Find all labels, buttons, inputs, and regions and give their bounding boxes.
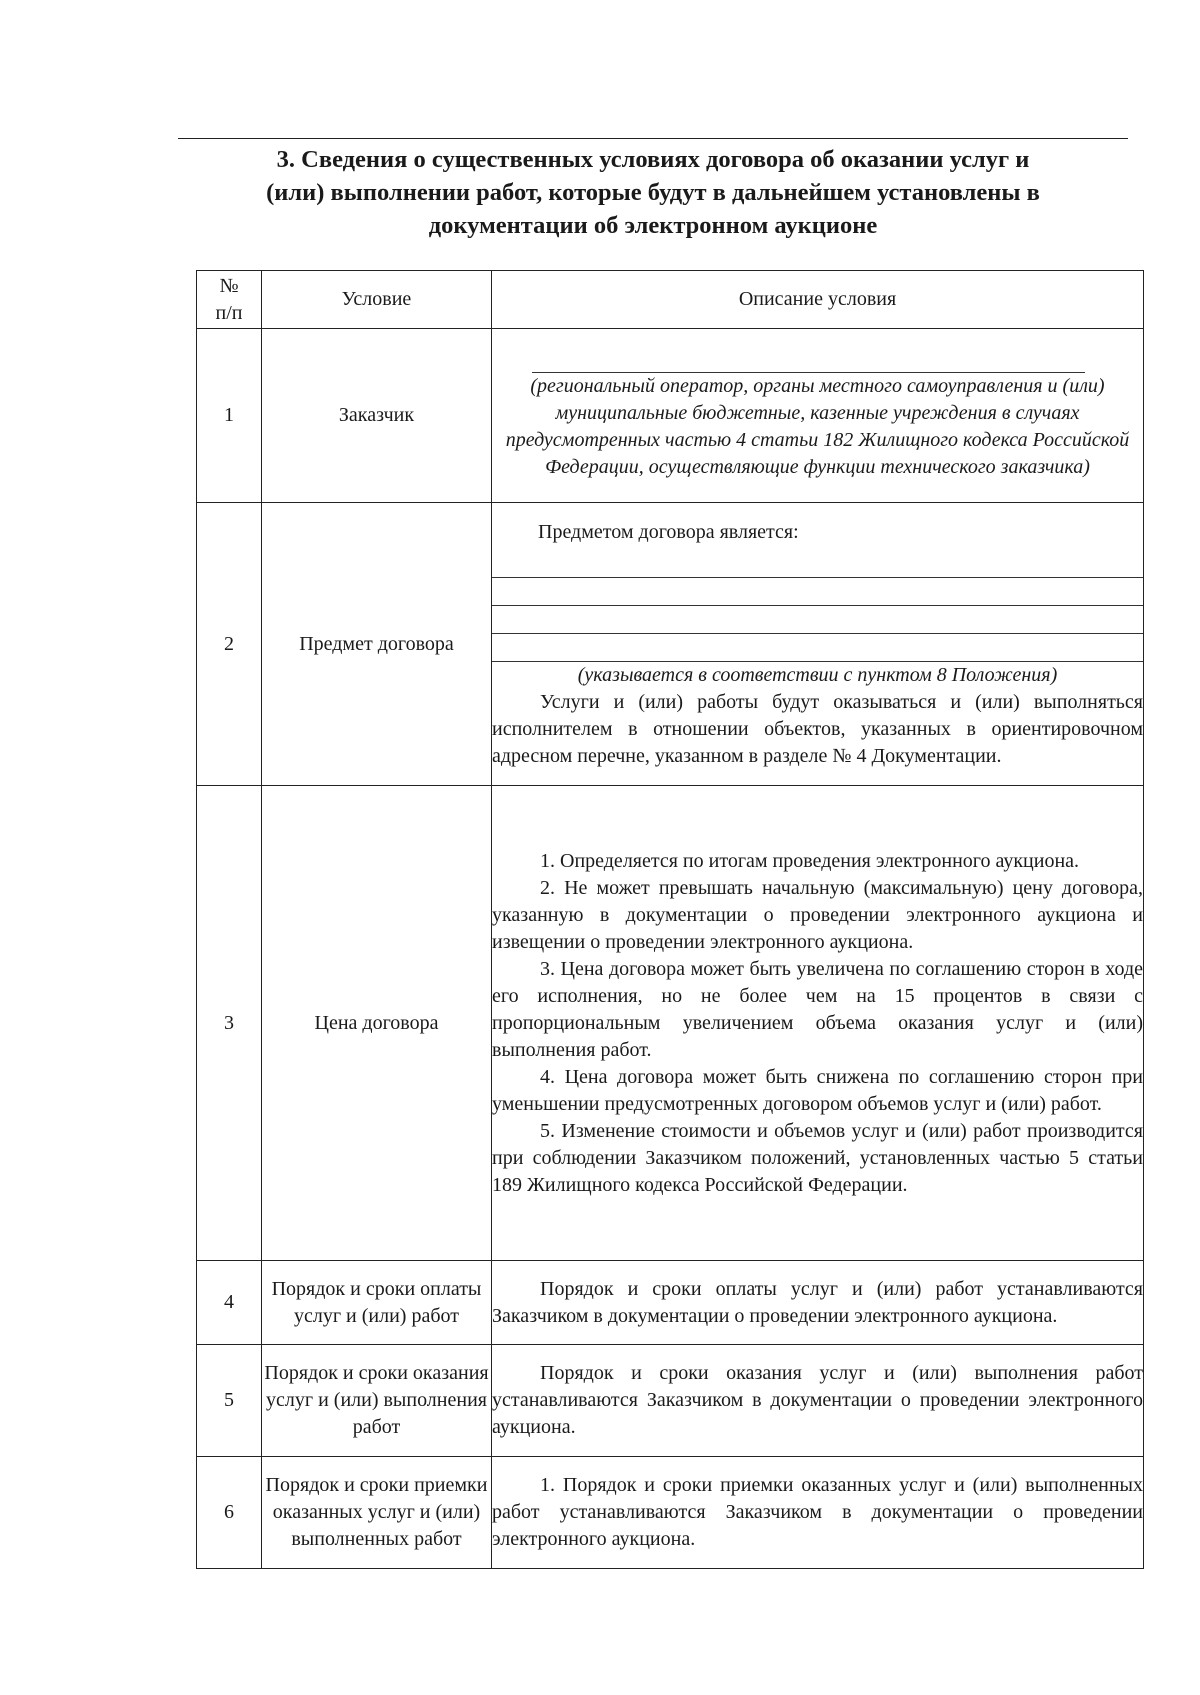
row-description bbox=[492, 1457, 1144, 1569]
description-paragraph: Порядок и сроки оплаты услуг и (или) работ устанавливаются Заказчиком в документации о проведении электронного аукциона. bbox=[492, 1277, 1143, 1327]
hint-text: (региональный оператор, органы местного самоуправления и (или) муниципальные бюджетные, казенные учреждения в случаях предусмотренных частью 4 статьи 182 Жилищного кодекса Российской Федерации, осуществляющие функции технического заказчика) bbox=[505, 375, 1130, 478]
row-description bbox=[492, 1345, 1144, 1457]
description-paragraph: 1. Порядок и сроки приемки оказанных услуг и (или) выполненных работ устанавливаются Заказчиком в документации о проведении электронного аукциона. bbox=[492, 1474, 1143, 1550]
header-num bbox=[197, 271, 262, 329]
row-condition: Порядок и сроки приемки оказанных услуг и (или) выполненных работ bbox=[262, 1457, 492, 1569]
row-condition: Предмет договора bbox=[262, 503, 492, 786]
row-number: 3 bbox=[197, 786, 262, 1261]
table-row bbox=[197, 1261, 1144, 1345]
heading-line: (или) выполнении работ, которые будут в дальнейшем установлены в bbox=[266, 179, 1040, 206]
row-condition: Порядок и сроки оказания услуг и (или) выполнения работ bbox=[262, 1345, 492, 1457]
fill-in-line bbox=[492, 550, 1143, 578]
row-description bbox=[492, 786, 1144, 1261]
description-paragraph: Услуги и (или) работы будут оказываться и (или) выполняться исполнителем в отношении объектов, указанных в ориентировочном адресном перечне, указанном в разделе № 4 Документации. bbox=[492, 690, 1143, 767]
heading-line: документации об электронном аукционе bbox=[428, 212, 878, 239]
row-description bbox=[492, 1261, 1144, 1345]
description-paragraph: 1. Определяется по итогам проведения электронного аукциона. bbox=[540, 849, 1080, 872]
header-num-abbr: п/п bbox=[215, 301, 243, 324]
table-header-row bbox=[197, 271, 1144, 329]
hint-text: (указывается в соответствии с пунктом 8 Положения) bbox=[577, 663, 1058, 686]
heading-line: 3. Сведения о существенных условиях договора об оказании услуг и bbox=[276, 146, 1030, 173]
row-description bbox=[492, 503, 1144, 786]
row-condition: Порядок и сроки оплаты услуг и (или) работ bbox=[262, 1261, 492, 1345]
header-condition: Условие bbox=[262, 271, 492, 329]
top-rule bbox=[178, 138, 1128, 139]
description-paragraph: 5. Изменение стоимости и объемов услуг и (или) работ производится при соблюдении Заказчиком положений, установленных частью 5 статьи 189 Жилищного кодекса Российской Федерации. bbox=[492, 1119, 1143, 1196]
row-number: 1 bbox=[197, 329, 262, 503]
row-number: 6 bbox=[197, 1457, 262, 1569]
table-row bbox=[197, 1345, 1144, 1457]
description-paragraph: 4. Цена договора может быть снижена по соглашению сторон при уменьшении предусмотренных договором объемов услуг и (или) работ. bbox=[492, 1065, 1143, 1115]
table-row bbox=[197, 786, 1144, 1261]
row-number: 2 bbox=[197, 503, 262, 786]
row-condition: Цена договора bbox=[262, 786, 492, 1261]
header-num-symbol: № bbox=[219, 274, 239, 297]
section-heading bbox=[178, 143, 1128, 242]
row-number: 4 bbox=[197, 1261, 262, 1345]
subject-intro: Предметом договора является: bbox=[538, 520, 799, 543]
fill-in-line bbox=[492, 606, 1143, 634]
row-condition: Заказчик bbox=[262, 329, 492, 503]
fill-in-line bbox=[492, 578, 1143, 606]
table-row bbox=[197, 329, 1144, 503]
header-description: Описание условия bbox=[492, 271, 1144, 329]
fill-in-line bbox=[532, 350, 1085, 373]
fill-in-line bbox=[492, 634, 1143, 662]
row-description bbox=[492, 329, 1144, 503]
table-row bbox=[197, 503, 1144, 786]
description-paragraph: 3. Цена договора может быть увеличена по соглашению сторон в ходе его исполнения, но не более чем на 15 процентов в связи с пропорциональным увеличением объема оказания услуг и (или) выполнения работ. bbox=[492, 957, 1143, 1061]
description-paragraph: Порядок и сроки оказания услуг и (или) выполнения работ устанавливаются Заказчиком в документации о проведении электронного аукциона. bbox=[492, 1362, 1143, 1438]
table-row bbox=[197, 1457, 1144, 1569]
description-paragraph: 2. Не может превышать начальную (максимальную) цену договора, указанную в документации о проведении электронного аукциона и извещении о проведении электронного аукциона. bbox=[492, 876, 1143, 953]
conditions-table bbox=[196, 270, 1144, 1569]
row-number: 5 bbox=[197, 1345, 262, 1457]
